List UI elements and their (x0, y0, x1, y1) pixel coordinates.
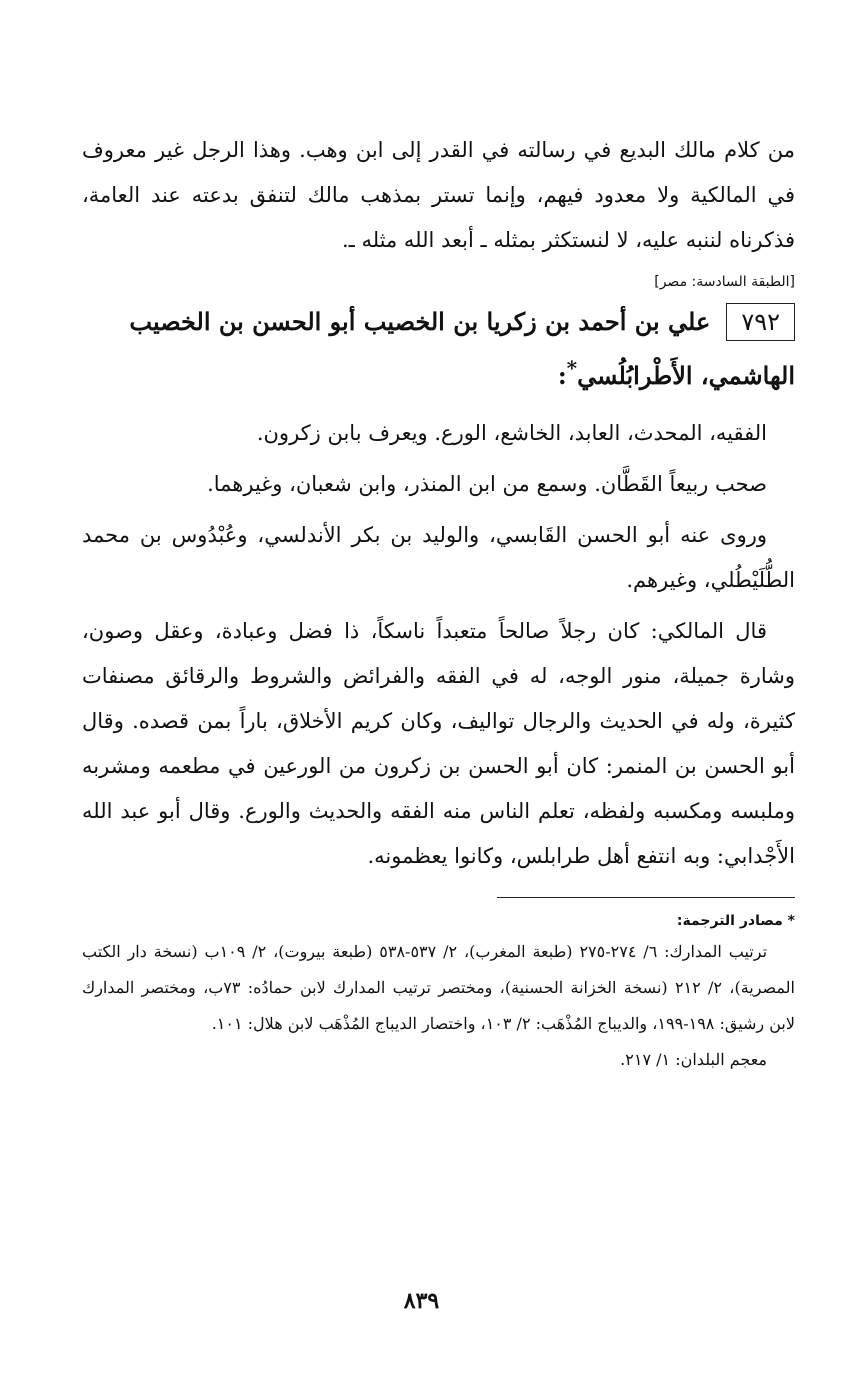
paragraph-students: وروى عنه أبو الحسن القَابسي، والوليد بن بكر الأندلسي، وعُبْدُوس بن محمد الطُّلَيْطُلي، وغيرهم. (82, 523, 795, 592)
footnote-marker: * (566, 356, 578, 380)
page-number: ٨٣٩ (403, 1288, 440, 1314)
footnote-extra: معجم البلدان: ١/ ٢١٧. (620, 1050, 767, 1069)
intro-paragraph: من كلام مالك البديع في رسالته في القدر إلى ابن وهب. وهذا الرجل غير معروف في المالكية ولا معدود فيهم، وإنما تستر بمذهب مالك لتنفق بدعته عند العامة، فذكرناه لننبه عليه، لا لنستكثر بمثله ـ أبعد الله مثله ـ. (82, 138, 795, 252)
footnote-sources: ترتيب المدارك: ٦/ ٢٧٤-٢٧٥ (طبعة المغرب)، ٢/ ٥٣٧-٥٣٨ (طبعة بيروت)، ٢/ ١٠٩ب (نسخة دار الكتب المصرية)، ٢/ ٢١٢ (نسخة الخزانة الحسنية)، ومختصر ترتيب المدارك لابن حمادُه: ٧٣ب، ومختصر المدارك لابن رشيق: ١٩٨-١٩٩، والديباج المُذْهَب: ٢/ ١٠٣، واختصار الديباج المُذْهَب لابن هلال: ١٠١. (82, 942, 796, 1033)
entry-heading (82, 299, 795, 399)
page-body (82, 128, 795, 1078)
entry-colon: : (557, 361, 567, 390)
footnote-divider (497, 897, 795, 898)
entry-number-box: ٧٩٢ (726, 303, 795, 341)
footnote-heading: * مصادر الترجمة: (676, 913, 795, 929)
tier-label: [الطبقة السادسة: مصر] (654, 274, 795, 290)
paragraph-biography: قال المالكي: كان رجلاً صالحاً متعبداً ناسكاً، ذا فضل وعبادة، وعقل وصون، وشارة جميلة، منور الوجه، له في الفقه والفرائض والشروط والرقائق مصنفات كثيرة، وله في الحديث والرجال تواليف، وكان كريم الأخلاق، باراً بمن قصده. وقال أبو الحسن بن المنمر: كان أبو الحسن بن زكرون من الورعين في مطعمه ومشربه وملبسه ومكسبه ولفظه، تعلم الناس منه الفقه والحديث والورع. وقال أبو عبد الله الأَجْدابي: وبه انتفع أهل طرابلس، وكانوا يعظمونه. (82, 619, 795, 868)
paragraph-description: الفقيه، المحدث، العابد، الخاشع، الورع. ويعرف بابن زكرون. (256, 421, 767, 445)
entry-name: علي بن أحمد بن زكريا بن الخصيب أبو الحسن بن الخصيب الهاشمي، الأَطْرابُلُسي (129, 307, 795, 390)
paragraph-teachers: صحب ربيعاً القَطَّان. وسمع من ابن المنذر، وابن شعبان، وغيرهما. (207, 472, 767, 496)
